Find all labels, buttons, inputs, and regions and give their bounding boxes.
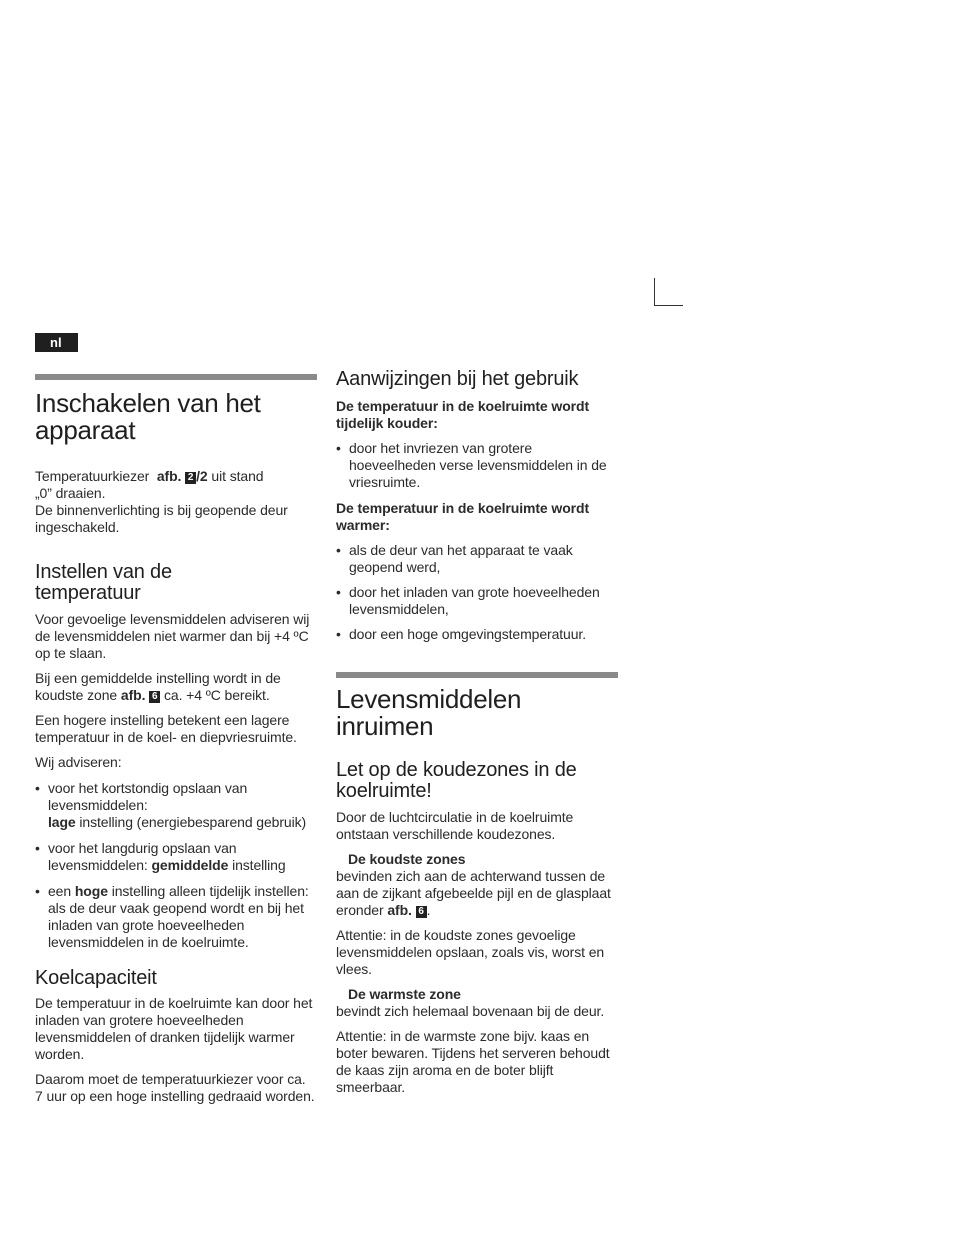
- figure-ref-badge: 2: [185, 472, 196, 484]
- crop-mark-vertical: [654, 278, 655, 306]
- left-column: [35, 374, 317, 1105]
- list-item: • als de deur van het apparaat te vaak geopend werd,: [336, 542, 618, 576]
- figure-ref-badge: 6: [416, 906, 427, 918]
- list-item: • door het inladen van grote hoeveelheden levensmiddelen,: [336, 584, 618, 618]
- intro-paragraph-2: De binnenverlichting is bij geopende deur ingeschakeld.: [35, 502, 288, 535]
- subsection-title-usage: Aanwijzingen bij het gebruik: [336, 368, 579, 390]
- section-rule: [35, 374, 317, 380]
- subsection-title-temperature: Instellen van de temperatuur: [35, 561, 172, 604]
- capacity-paragraph-1: De temperatuur in de koelruimte kan door het inladen van grotere hoeveelheden levensmiddelen of dranken tijdelijk warmer worden.: [35, 995, 313, 1062]
- warmest-zone-text: bevindt zich helemaal bovenaan bij de deur.: [336, 1003, 605, 1019]
- right-column: [336, 369, 618, 1096]
- figure-ref-badge: 6: [149, 691, 160, 703]
- section-title-storage: Levensmiddelen inruimen: [336, 684, 522, 741]
- warmest-attention: Attentie: in de warmste zone bijv. kaas en boter bewaren. Tijdens het serveren behoudt de kaas zijn aroma en de boter blijft smeerbaar.: [336, 1028, 610, 1095]
- list-item: • een hoge instelling alleen tijdelijk instellen: als de deur vaak geopend wordt en bij het inladen van grote hoeveelheden levensmiddelen in de koelruimte.: [35, 883, 317, 951]
- coldest-attention: Attentie: in de koudste zones gevoelige levensmiddelen opslaan, zoals vis, worst en vlees.: [336, 927, 605, 977]
- colder-list: [336, 440, 618, 491]
- temp-paragraph-4: Wij adviseren:: [35, 754, 122, 770]
- warmer-list: [336, 542, 618, 643]
- warmer-heading: De temperatuur in de koelruimte wordt warmer:: [336, 500, 590, 533]
- temp-paragraph-3: Een hogere instelling betekent een lagere temperatuur in de koel- en diepvriesruimte.: [35, 712, 297, 745]
- capacity-paragraph-2: Daarom moet de temperatuurkiezer voor ca. 7 uur op een hoge instelling gedraaid worden.: [35, 1071, 315, 1104]
- zones-paragraph: Door de luchtcirculatie in de koelruimte ontstaan verschillende koudezones.: [336, 809, 574, 842]
- crop-mark-horizontal: [654, 305, 683, 306]
- subsection-title-capacity: Koelcapaciteit: [35, 967, 157, 989]
- intro-paragraph-1: Temperatuurkiezer afb. 2 /2 uit stand „0” draaien.: [35, 468, 264, 501]
- coldest-zones-text: bevinden zich aan de achterwand tussen de aan de zijkant afgebeelde pijl en de glasplaat eronder afb. 6 .: [336, 868, 611, 918]
- advice-list: [35, 780, 317, 951]
- section-title-switch-on: Inschakelen van het apparaat: [35, 388, 261, 445]
- list-item: • door het invriezen van grotere hoeveelheden verse levensmiddelen in de vriesruimte.: [336, 440, 618, 491]
- subsection-title-cold-zones: Let op de koudezones in de koelruimte!: [336, 759, 577, 802]
- colder-heading: De temperatuur in de koelruimte wordt tijdelijk kouder:: [336, 398, 590, 431]
- list-item: • door een hoge omgevingstemperatuur.: [336, 626, 618, 643]
- list-item: • voor het langdurig opslaan van levensmiddelen: gemiddelde instelling: [35, 840, 317, 874]
- temp-paragraph-2: Bij een gemiddelde instelling wordt in de koudste zone afb. 6 ca. +4 ºC bereikt.: [35, 670, 281, 703]
- language-badge: nl: [35, 333, 78, 352]
- section-rule: [336, 672, 618, 678]
- coldest-zones-lead: De koudste zones: [348, 851, 466, 867]
- temp-paragraph-1: Voor gevoelige levensmiddelen adviseren wij de levensmiddelen niet warmer dan bij +4 ºC op te slaan.: [35, 611, 310, 661]
- warmest-zone-lead: De warmste zone: [348, 986, 461, 1002]
- list-item: • voor het kortstondig opslaan van levensmiddelen: lage instelling (energiebesparend gebruik): [35, 780, 317, 831]
